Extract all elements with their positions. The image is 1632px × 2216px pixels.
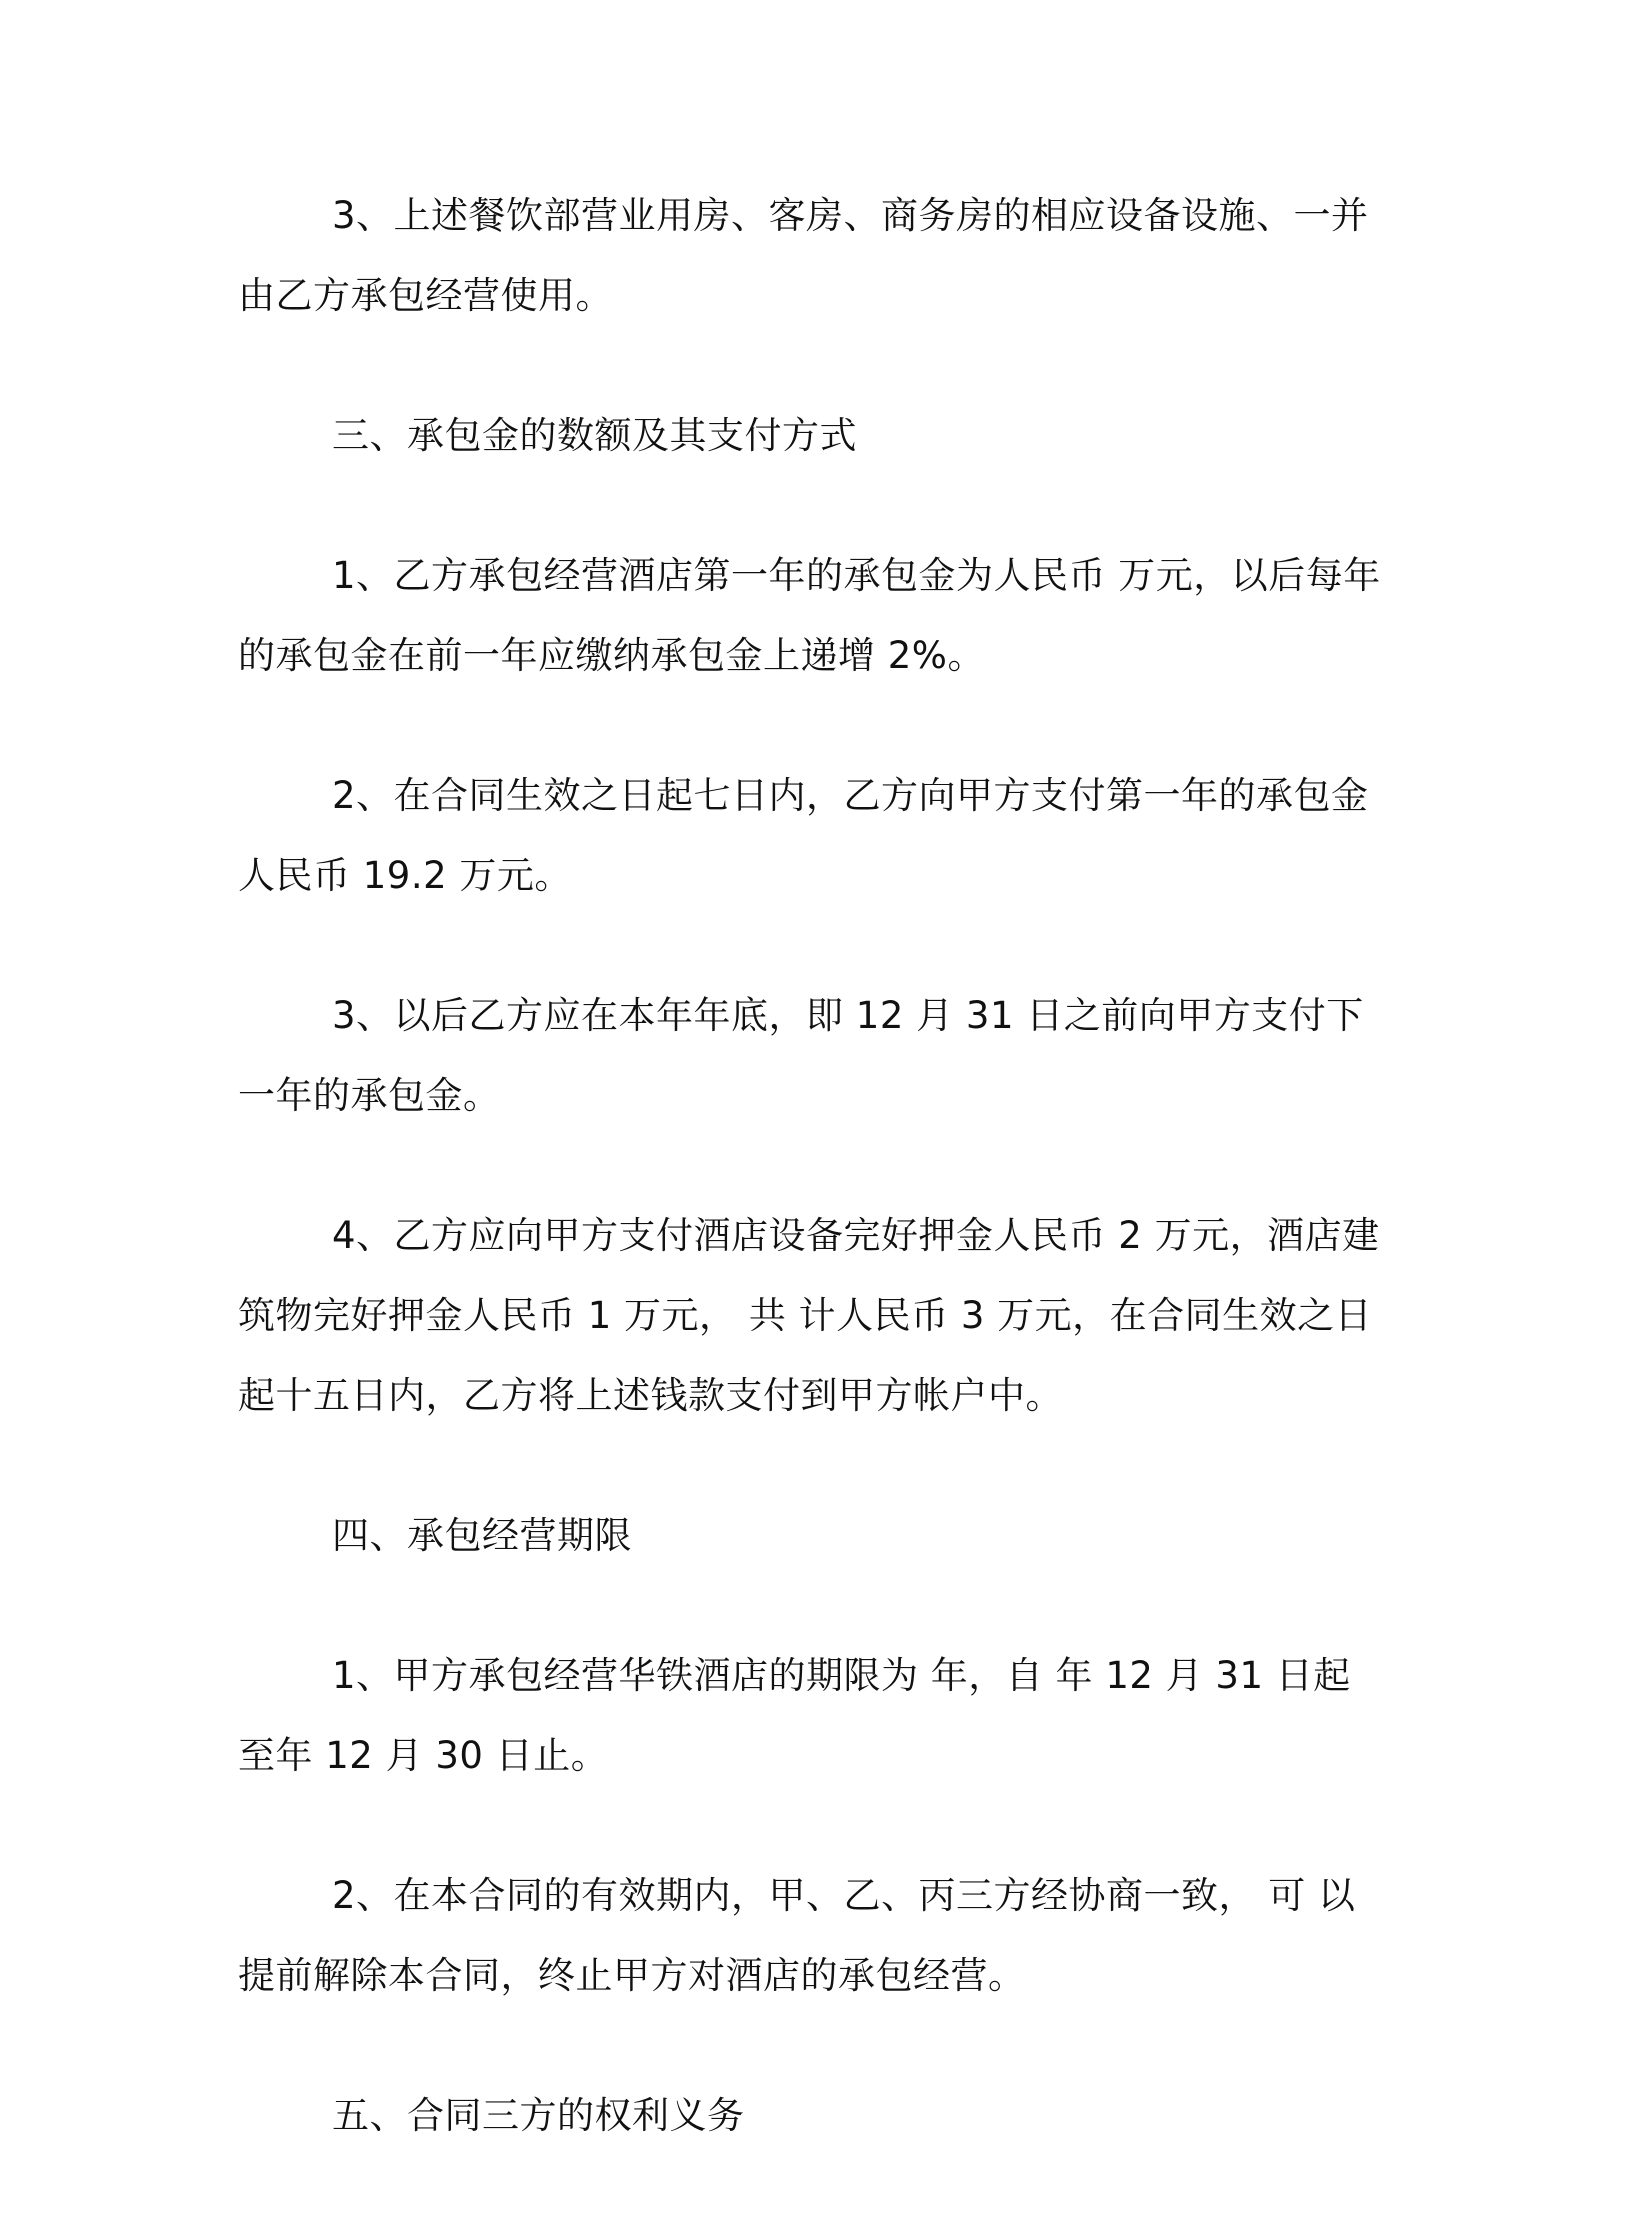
clause-4-2: 2、在本合同的有效期内，甲、乙、丙三方经协商一致， 可 以提前解除本合同，终止甲方对酒店的承包经营。: [238, 1874, 1356, 1997]
clause-2-3: 3、上述餐饮部营业用房、客房、商务房的相应设备设施、一并由乙方承包经营使用。: [238, 194, 1369, 317]
section-heading-4: 四、承包经营期限: [332, 1514, 632, 1557]
document-body: [238, 176, 1388, 2216]
section-heading-5: 五、合同三方的权利义务: [332, 2094, 745, 2137]
clause-3-2: 2、在合同生效之日起七日内，乙方向甲方支付第一年的承包金人民币 19.2 万元。: [238, 774, 1369, 897]
clause-3-4: 4、乙方应向甲方支付酒店设备完好押金人民币 2 万元，酒店建筑物完好押金人民币 1 万元， 共 计人民币 3 万元，在合同生效之日起十五日内，乙方将上述钱款支付到甲方帐户中。: [238, 1214, 1380, 1417]
clause-3-3: 3、以后乙方应在本年年底，即 12 月 31 日之前向甲方支付下一年的承包金。: [238, 994, 1364, 1117]
clause-3-1: 1、乙方承包经营酒店第一年的承包金为人民币 万元，以后每年的承包金在前一年应缴纳承包金上递增 2%。: [238, 554, 1381, 677]
section-heading-3: 三、承包金的数额及其支付方式: [332, 414, 857, 457]
clause-4-1: 1、甲方承包经营华铁酒店的期限为 年，自 年 12 月 31 日起至年 12 月 30 日止。: [238, 1654, 1351, 1777]
